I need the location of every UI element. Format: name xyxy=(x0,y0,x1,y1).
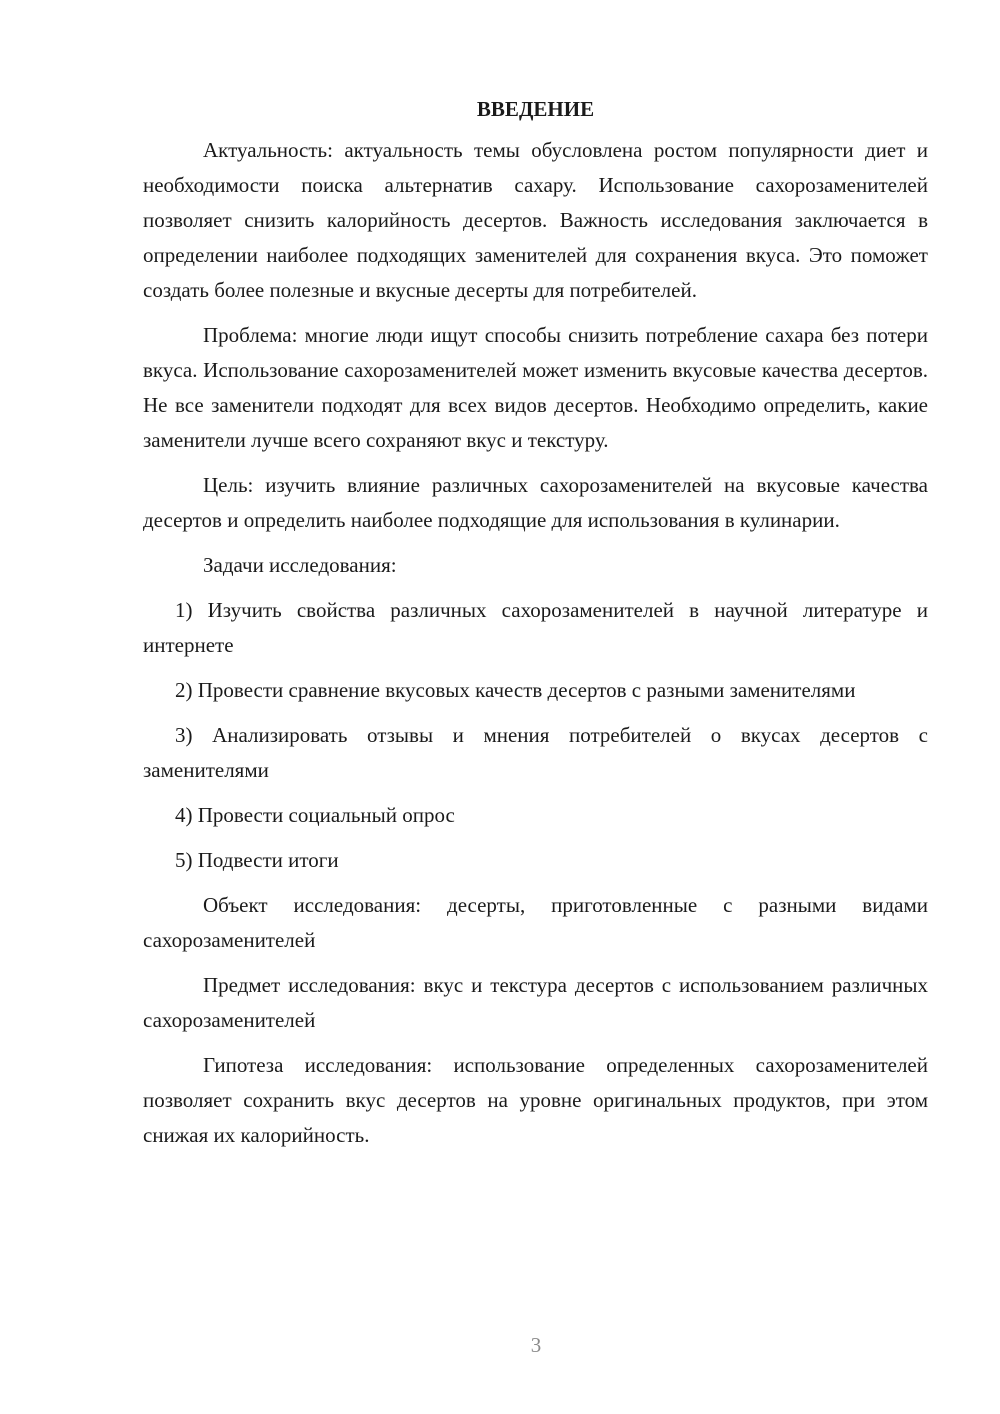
goal-paragraph: Цель: изучить влияние различных сахорозаменителей на вкусовые качества десертов и определить наиболее подходящие для использования в кулинарии. xyxy=(143,473,928,532)
page-number: 3 xyxy=(530,1333,542,1357)
problem-paragraph: Проблема: многие люди ищут способы снизить потребление сахара без потери вкуса. Использование сахорозаменителей может изменить вкусовые качества десертов. Не все заменители подходят для всех видов десертов. Необходимо определить, какие заменители лучше всего сохраняют вкус и текстуру. xyxy=(143,323,928,452)
task-item-4: 4) Провести социальный опрос xyxy=(175,803,455,827)
task-item-5: 5) Подвести итоги xyxy=(175,848,339,872)
task-item-3: 3) Анализировать отзывы и мнения потребителей о вкусах десертов с заменителями xyxy=(143,723,928,782)
section-title: ВВЕДЕНИЕ xyxy=(476,97,595,121)
relevance-paragraph: Актуальность: актуальность темы обусловлена ростом популярности диет и необходимости поиска альтернатив сахару. Использование сахорозаменителей позволяет снизить калорийность десертов. Важность исследования заключается в определении наиболее подходящих заменителей для сохранения вкуса. Это поможет создать более полезные и вкусные десерты для потребителей. xyxy=(143,138,928,302)
tasks-heading: Задачи исследования: xyxy=(203,553,397,577)
task-item-2: 2) Провести сравнение вкусовых качеств десертов с разными заменителями xyxy=(175,678,856,702)
object-paragraph: Объект исследования: десерты, приготовленные с разными видами сахорозаменителей xyxy=(143,893,928,952)
subject-paragraph: Предмет исследования: вкус и текстура десертов с использованием различных сахорозаменителей xyxy=(143,973,928,1032)
document-page xyxy=(143,92,928,1153)
hypothesis-paragraph: Гипотеза исследования: использование определенных сахорозаменителей позволяет сохранить вкус десертов на уровне оригинальных продуктов, при этом снижая их калорийность. xyxy=(143,1053,928,1147)
task-item-1: 1) Изучить свойства различных сахорозаменителей в научной литературе и интернете xyxy=(143,598,928,657)
